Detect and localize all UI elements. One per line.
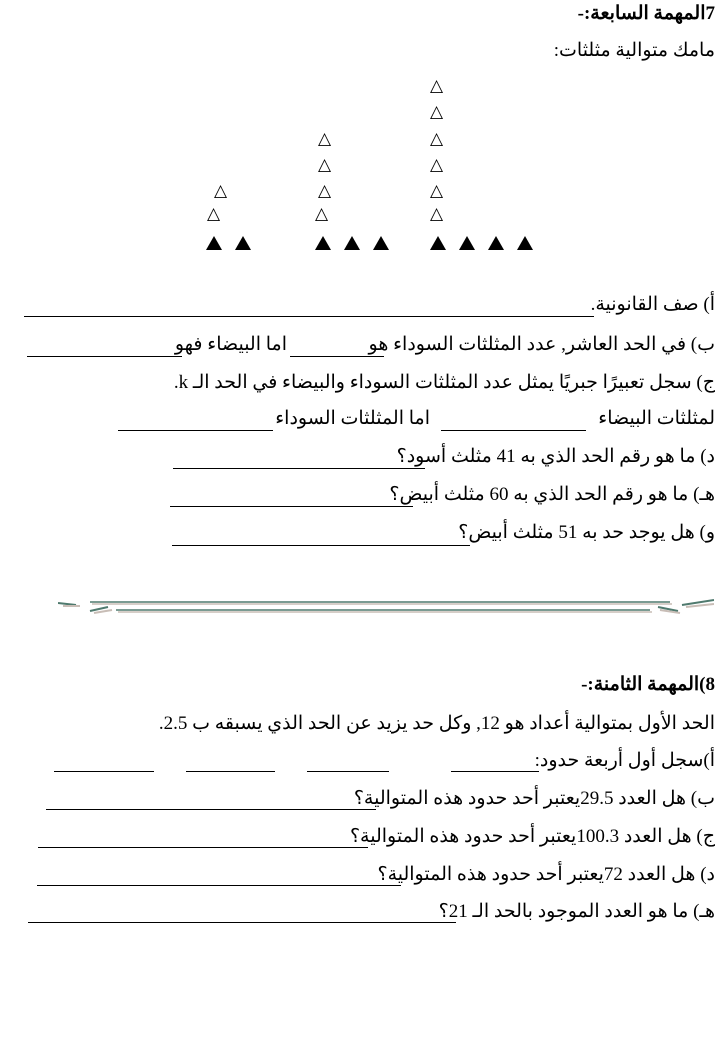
task7-question-b-part2: اما البيضاء فهو bbox=[174, 334, 287, 355]
task8-intro: الحد الأول بمتوالية أعداد هو 12, وكل حد يزيد عن الحد الذي يسبقه ب 2.5. bbox=[158, 713, 715, 734]
answer-blank-8c[interactable] bbox=[38, 847, 368, 848]
white-triangle-icon: △ bbox=[430, 102, 444, 122]
black-triangle-icon bbox=[459, 236, 475, 250]
black-triangle-icon bbox=[517, 236, 533, 250]
black-triangle-icon bbox=[344, 236, 360, 250]
white-triangle-icon: △ bbox=[318, 181, 332, 201]
task8-question-d: د) هل العدد 72يعتبر أحد حدود هذه المتوالية؟ bbox=[377, 864, 715, 885]
white-triangle-icon: △ bbox=[430, 155, 444, 175]
task7-question-b-part1: ب) في الحد العاشر, عدد المثلثات السوداء هو bbox=[368, 334, 715, 355]
answer-blank-term-3[interactable] bbox=[186, 771, 275, 772]
answer-blank-8b[interactable] bbox=[46, 809, 376, 810]
decorative-divider bbox=[58, 595, 714, 617]
task7-question-c: ج) سجل تعبيرًا جبريًا يمثل عدد المثلثات السوداء والبيضاء في الحد الـ k. bbox=[173, 372, 715, 393]
white-triangle-icon: △ bbox=[214, 181, 228, 201]
white-triangle-icon: △ bbox=[318, 155, 332, 175]
answer-blank-f[interactable] bbox=[172, 545, 470, 546]
answer-blank-term-1[interactable] bbox=[451, 771, 539, 772]
task7-question-a: أ) صف القانونية. bbox=[590, 294, 715, 315]
black-triangle-icon bbox=[206, 236, 222, 250]
black-triangle-icon bbox=[315, 236, 331, 250]
black-triangle-icon bbox=[430, 236, 446, 250]
white-triangle-icon: △ bbox=[430, 76, 444, 96]
answer-blank-c-black[interactable] bbox=[118, 430, 273, 431]
white-triangle-icon: △ bbox=[207, 204, 221, 224]
answer-blank-c-white[interactable] bbox=[441, 430, 586, 431]
task8-question-a: أ)سجل أول أربعة حدود: bbox=[534, 750, 715, 771]
task7-question-c-white-label: لمثلثات البيضاء bbox=[598, 408, 715, 429]
answer-blank-b-white[interactable] bbox=[27, 356, 182, 357]
white-triangle-icon: △ bbox=[318, 129, 332, 149]
answer-blank-e[interactable] bbox=[170, 506, 413, 507]
black-triangle-icon bbox=[373, 236, 389, 250]
black-triangle-icon bbox=[488, 236, 504, 250]
task8-heading: 8)المهمة الثامنة:- bbox=[581, 674, 715, 695]
answer-blank-term-4[interactable] bbox=[54, 771, 154, 772]
white-triangle-icon: △ bbox=[430, 204, 444, 224]
answer-blank-8d[interactable] bbox=[37, 885, 401, 886]
task8-question-c: ج) هل العدد 100.3يعتبر أحد حدود هذه المتوالية؟ bbox=[349, 826, 715, 847]
task7-question-f: و) هل يوجد حد به 51 مثلث أبيض؟ bbox=[458, 522, 715, 543]
task7-question-d: د) ما هو رقم الحد الذي به 41 مثلث أسود؟ bbox=[396, 446, 715, 467]
white-triangle-icon: △ bbox=[315, 204, 329, 224]
task7-question-c-black-label: اما المثلثات السوداء bbox=[275, 408, 430, 429]
task7-intro: مامك متوالية مثلثات: bbox=[553, 40, 715, 61]
task8-question-e: هـ) ما هو العدد الموجود بالحد الـ 21؟ bbox=[438, 901, 715, 922]
answer-blank-d[interactable] bbox=[173, 468, 425, 469]
white-triangle-icon: △ bbox=[430, 181, 444, 201]
answer-blank-b-black[interactable] bbox=[290, 356, 384, 357]
task7-heading: 7المهمة السابعة:- bbox=[577, 3, 715, 24]
answer-blank-term-2[interactable] bbox=[307, 771, 389, 772]
task8-question-b: ب) هل العدد 29.5يعتبر أحد حدود هذه المتوالية؟ bbox=[353, 788, 715, 809]
answer-blank-a[interactable] bbox=[24, 316, 594, 317]
black-triangle-icon bbox=[235, 236, 251, 250]
answer-blank-8e[interactable] bbox=[28, 922, 456, 923]
task7-question-e: هـ) ما هو رقم الحد الذي به 60 مثلث أبيض؟ bbox=[389, 484, 715, 505]
white-triangle-icon: △ bbox=[430, 129, 444, 149]
